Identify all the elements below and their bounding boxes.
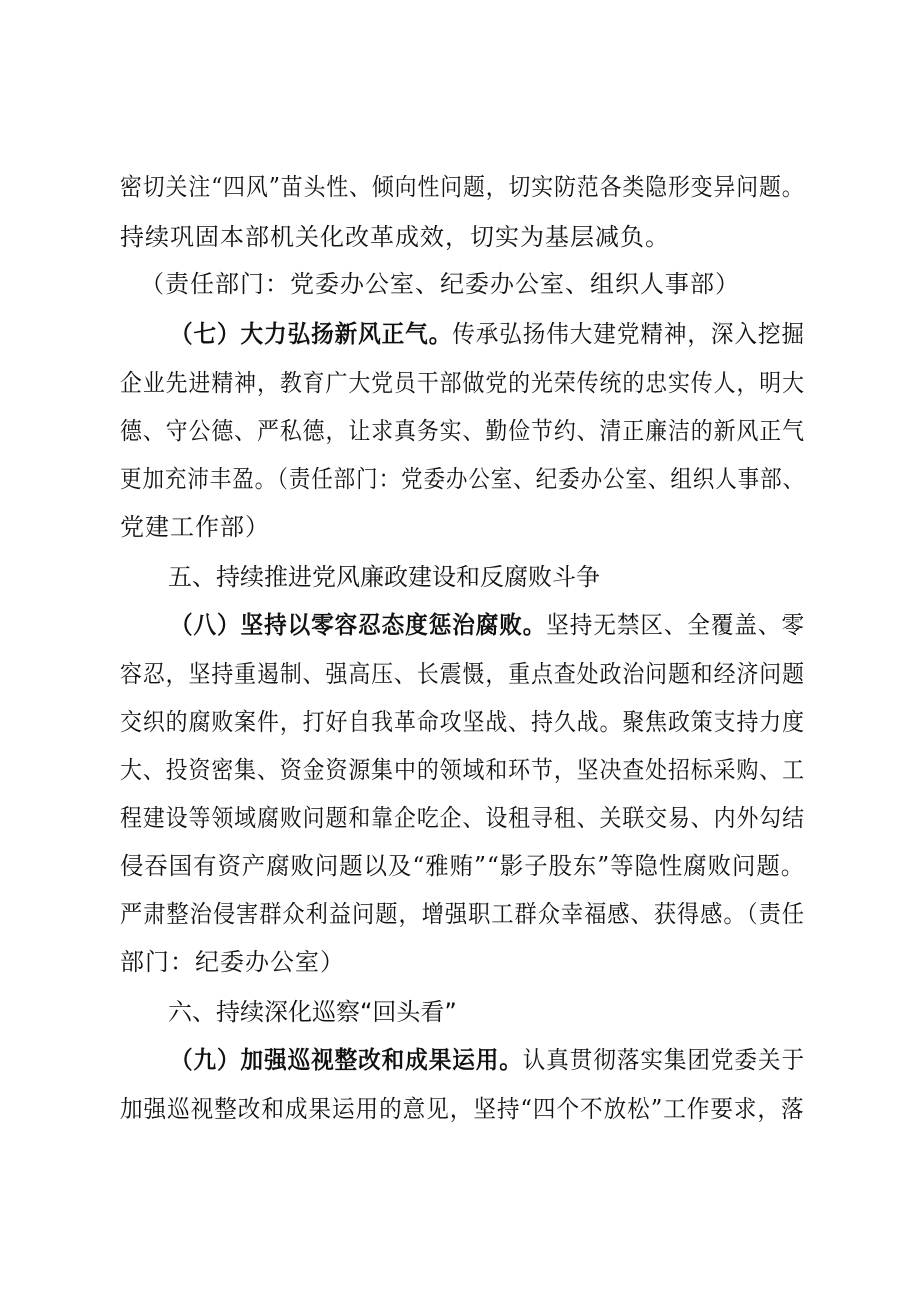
item-9-first-line [170,1043,805,1077]
text-line: 侵吞国有资产腐败问题以及“雅贿”“影子股东”等隐性腐败问题。 [120,852,806,880]
text-line: 认真贯彻落实集团党委关于 [522,1046,805,1074]
text-line: 传承弘扬伟大建党精神，深入挖掘 [452,320,805,348]
text-line: 部门：纪委办公室） [120,948,345,976]
text-line: 持续巩固本部机关化改革成效，切实为基层减负。 [120,223,670,251]
section-heading-6: 六、持续深化巡察“回头看” [168,998,457,1026]
text-line: 容忍，坚持重遏制、强高压、长震慑，重点查处政治问题和经济问题 [120,660,805,688]
text-line: 更加充沛丰盈。（责任部门：党委办公室、纪委办公室、组织人事部、 [120,465,806,493]
text-line: 党建工作部） [120,513,270,541]
text-line: 程建设等领域腐败问题和靠企吃企、设租寻租、关联交易、内外勾结 [120,804,805,832]
text-line: 加强巡视整改和成果运用的意见，坚持“四个不放松”工作要求，落 [120,1095,805,1123]
item-7-title: （七）大力弘扬新风正气。 [170,319,453,348]
item-9-title: （九）加强巡视整改和成果运用。 [170,1045,523,1074]
text-line: 严肃整治侵害群众利益问题，增强职工群众幸福感、获得感。（责任 [120,900,806,928]
text-line: 企业先进精神，教育广大党员干部做党的光荣传统的忠实传人，明大 [120,369,805,397]
text-line: 密切关注“四风”苗头性、倾向性问题，切实防范各类隐形变异问题。 [120,173,805,201]
text-line: 德、守公德、严私德，让求真务实、勤俭节约、清正廉洁的新风正气 [120,417,805,445]
responsibility-note: （责任部门：党委办公室、纪委办公室、组织人事部） [140,270,740,298]
item-7-first-line [170,317,805,351]
text-line: 大、投资密集、资金资源集中的领域和环节，坚决查处招标采购、工 [120,756,805,784]
text-line: 坚持无禁区、全覆盖、零 [546,611,805,639]
section-heading-5: 五、持续推进党风廉政建设和反腐败斗争 [168,563,600,591]
item-8-title: （八）坚持以零容忍态度惩治腐败。 [170,610,547,639]
item-8-first-line [170,608,805,642]
text-line: 交织的腐败案件，打好自我革命攻坚战、持久战。聚焦政策支持力度 [120,708,805,736]
